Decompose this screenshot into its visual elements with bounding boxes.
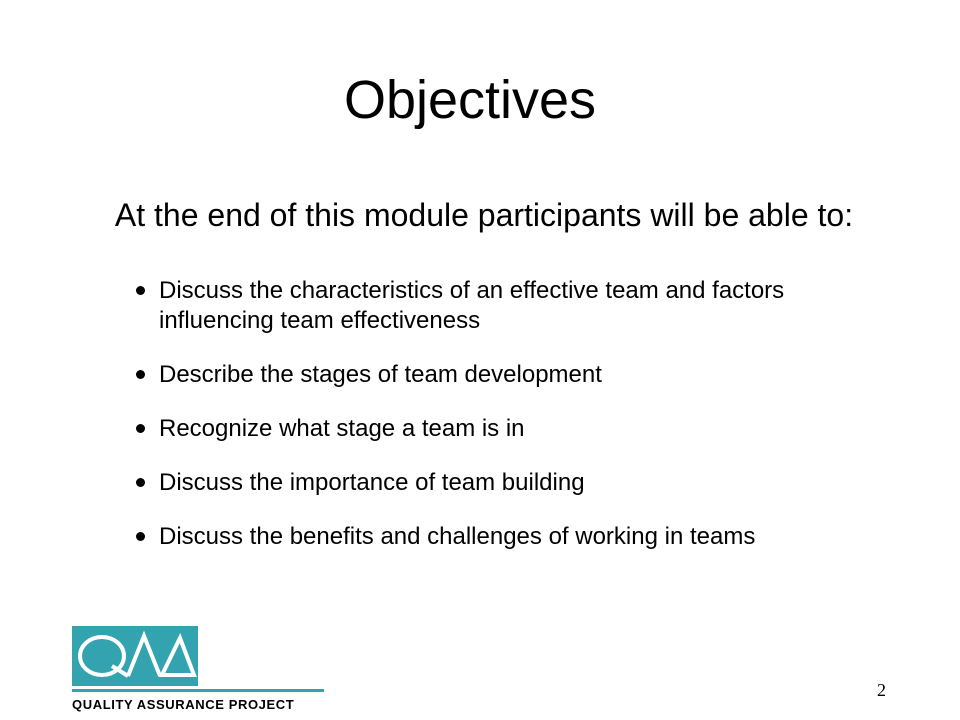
organization-name: QUALITY ASSURANCE PROJECT: [72, 697, 295, 712]
slide-title: Objectives: [343, 70, 597, 130]
list-item: [132, 276, 892, 336]
logo-divider: [72, 689, 324, 692]
bullet-icon: [136, 478, 145, 487]
objective-text: Describe the stages of team development: [159, 361, 602, 388]
list-item: [132, 360, 892, 390]
bullet-icon: [136, 532, 145, 541]
list-item: [132, 522, 892, 552]
page-number: 2: [877, 680, 886, 700]
objective-text: Recognize what stage a team is in: [159, 415, 525, 442]
objectives-list: [132, 276, 892, 576]
bullet-icon: [136, 286, 145, 295]
bullet-icon: [136, 370, 145, 379]
objective-text: Discuss the characteristics of an effective team and factors influencing team effectiveness: [159, 277, 785, 334]
intro-text: At the end of this module participants will be able to:: [114, 197, 854, 233]
list-item: [132, 414, 892, 444]
qa-logo-icon: [72, 626, 198, 686]
objective-text: Discuss the benefits and challenges of working in teams: [159, 523, 756, 550]
objective-text: Discuss the importance of team building: [159, 469, 585, 496]
list-item: [132, 468, 892, 498]
bullet-icon: [136, 424, 145, 433]
